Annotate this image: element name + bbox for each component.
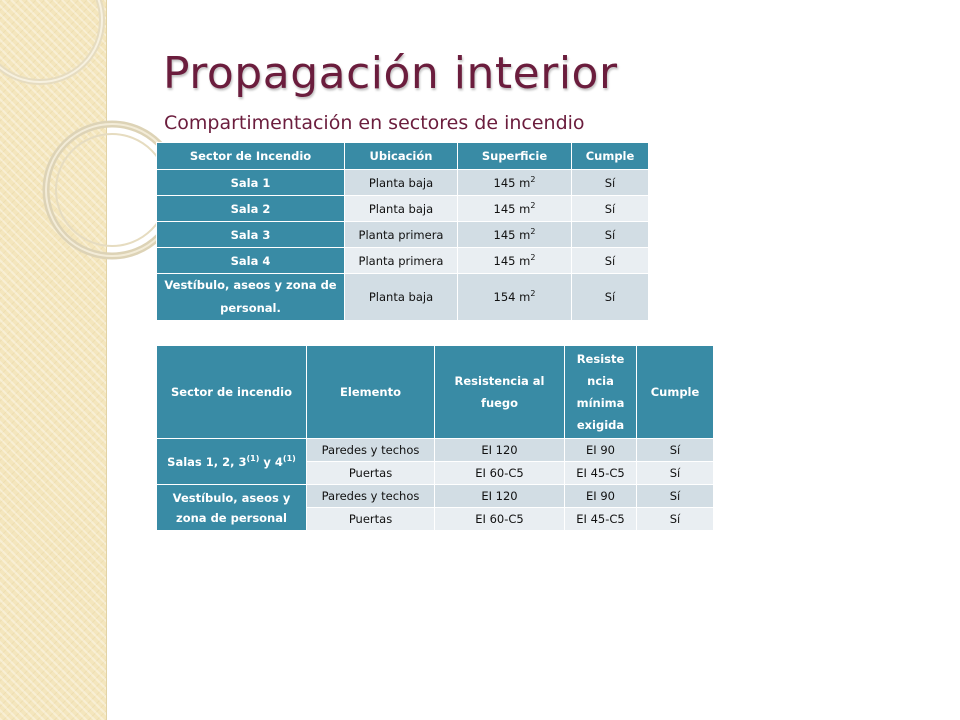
resistencia-cell: EI 120	[435, 485, 565, 508]
ubicacion-cell: Planta primera	[345, 222, 458, 248]
column-header: Sector de incendio	[157, 346, 307, 439]
cumple-cell: Sí	[637, 462, 714, 485]
cumple-cell: Sí	[572, 222, 649, 248]
slide-title: Propagación interior	[163, 48, 618, 99]
table-row	[157, 222, 649, 248]
elemento-cell: Paredes y techos	[307, 485, 435, 508]
column-header: Cumple	[637, 346, 714, 439]
sector-cell: Sala 2	[157, 196, 345, 222]
sector-cell: Sala 1	[157, 170, 345, 196]
column-header: Sector de Incendio	[157, 143, 345, 170]
resistencia-cell: EI 60-C5	[435, 462, 565, 485]
table-row	[157, 485, 714, 508]
superficie-cell	[458, 222, 572, 248]
unit-exponent: 2	[530, 252, 536, 262]
elemento-cell: Paredes y techos	[307, 439, 435, 462]
cumple-cell: Sí	[572, 274, 649, 321]
ubicacion-cell: Planta primera	[345, 248, 458, 274]
cumple-cell: Sí	[572, 170, 649, 196]
unit-exponent: 2	[530, 200, 536, 210]
cumple-cell: Sí	[637, 508, 714, 531]
minima-cell: EI 90	[565, 485, 637, 508]
sector-group-cell	[157, 439, 307, 485]
sector-text: Salas 1, 2, 3	[167, 454, 247, 469]
sector-group-cell: Vestíbulo, aseos y zona de personal	[157, 485, 307, 531]
cumple-cell: Sí	[572, 196, 649, 222]
table-header-row	[157, 143, 649, 170]
table-row	[157, 170, 649, 196]
table-row	[157, 439, 714, 462]
unit-exponent: 2	[530, 289, 536, 299]
column-header: Ubicación	[345, 143, 458, 170]
superficie-cell	[458, 274, 572, 321]
superficie-value: 145 m	[493, 201, 531, 216]
unit-exponent: 2	[530, 174, 536, 184]
sector-cell: Vestíbulo, aseos y zona de personal.	[157, 274, 345, 321]
ubicacion-cell: Planta baja	[345, 196, 458, 222]
slide-subtitle: Compartimentación en sectores de incendio	[164, 112, 585, 134]
minima-cell: EI 45-C5	[565, 508, 637, 531]
superficie-value: 145 m	[493, 253, 531, 268]
column-header: Superficie	[458, 143, 572, 170]
column-header: Resistencia al fuego	[435, 346, 565, 439]
table-row	[157, 248, 649, 274]
column-header: Resiste ncia mínima exigida	[565, 346, 637, 439]
unit-exponent: 2	[530, 226, 536, 236]
column-header: Elemento	[307, 346, 435, 439]
superficie-value: 154 m	[493, 290, 531, 304]
minima-cell: EI 90	[565, 439, 637, 462]
sector-text: y 4	[259, 454, 283, 469]
table-header-row	[157, 346, 714, 439]
ubicacion-cell: Planta baja	[345, 274, 458, 321]
resistencia-cell: EI 120	[435, 439, 565, 462]
superficie-cell	[458, 196, 572, 222]
sector-cell: Sala 3	[157, 222, 345, 248]
column-header: Cumple	[572, 143, 649, 170]
ubicacion-cell: Planta baja	[345, 170, 458, 196]
cumple-cell: Sí	[572, 248, 649, 274]
superficie-cell	[458, 248, 572, 274]
footnote-mark: (1)	[246, 453, 260, 463]
superficie-value: 145 m	[493, 175, 531, 190]
superficie-cell	[458, 170, 572, 196]
sectors-table	[156, 142, 649, 321]
table-row	[157, 196, 649, 222]
superficie-value: 145 m	[493, 227, 531, 242]
sector-cell: Sala 4	[157, 248, 345, 274]
elemento-cell: Puertas	[307, 508, 435, 531]
fire-resistance-table	[156, 345, 714, 531]
resistencia-cell: EI 60-C5	[435, 508, 565, 531]
elemento-cell: Puertas	[307, 462, 435, 485]
minima-cell: EI 45-C5	[565, 462, 637, 485]
cumple-cell: Sí	[637, 485, 714, 508]
cumple-cell: Sí	[637, 439, 714, 462]
table-row	[157, 274, 649, 321]
footnote-mark: (1)	[282, 453, 296, 463]
